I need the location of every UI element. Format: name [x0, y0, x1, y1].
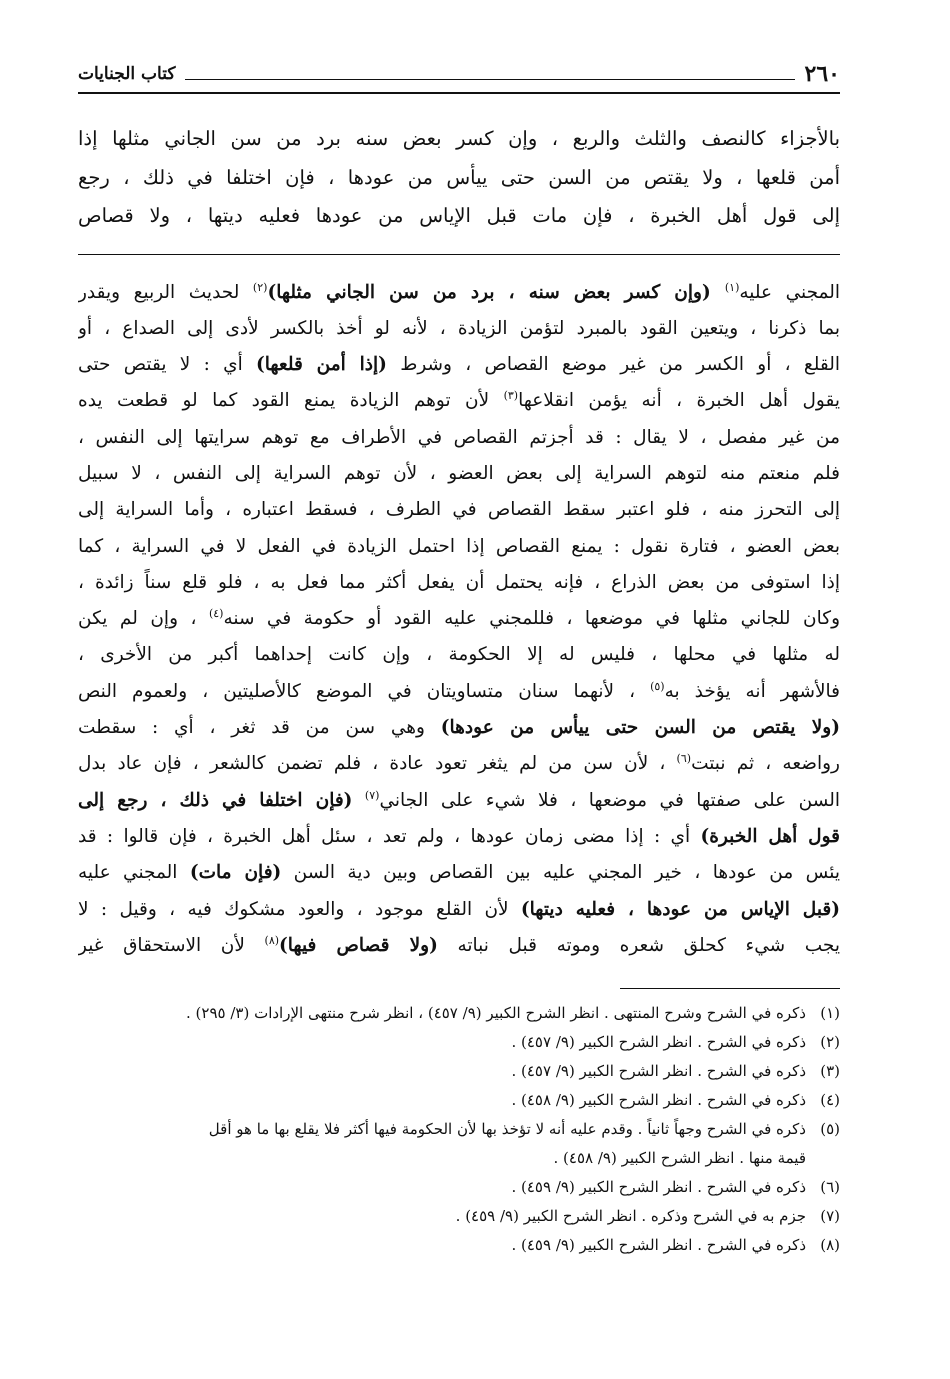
footnote — [78, 1202, 840, 1231]
footnote-line: ذكره في الشرح . انظر الشرح الكبير (٩/ ٤٥٧) . — [511, 1062, 806, 1081]
text-run: لحديث الربيع ويقدر — [78, 281, 253, 303]
text-run: لأن الاستحقاق غير — [78, 934, 265, 956]
text-run: لأن توهم الزيادة يمنع القود كما لو قطعت يده — [78, 390, 504, 412]
text-run: أي : لا يقتص حتى — [78, 354, 257, 376]
text-run: القلع ، أو الكسر من غير موضع القصاص ، وشرط — [386, 354, 840, 376]
footnote-line: ذكره في الشرح وشرح المنتهى . انظر الشرح الكبير (٩/ ٤٥٧) ، انظر شرح منتهى الإرادات (٣/ ٢٩٥) . — [186, 1004, 806, 1023]
commentary-line — [78, 928, 840, 964]
footnote-text — [78, 1231, 806, 1260]
footnote-number: (٥) — [820, 1120, 840, 1139]
footnote-ref[interactable]: (٥) — [650, 679, 665, 693]
footnote-text — [78, 1115, 806, 1173]
commentary-line — [78, 819, 840, 855]
quoted-matn: (قبل الإياس من عودها ، فعليه ديتها) — [520, 898, 840, 920]
commentary-line: له مثلها في محلها ، فليس له إلا الحكومة ، وإن كانت إحداهما أكبر من الأخرى ، — [78, 644, 840, 666]
footnote-line: ذكره في الشرح وجهاً ثانياً . وقدم عليه أنه لا تؤخذ بها لأن الحكومة فيها أكثر فلا يقلع بها ما هو أقل — [208, 1120, 806, 1139]
footnote-line: ذكره في الشرح . انظر الشرح الكبير (٩/ ٤٥٩) . — [511, 1236, 806, 1255]
text-run: المجني عليه — [739, 281, 840, 303]
footnote-ref[interactable]: (٦) — [676, 752, 692, 766]
text-run — [352, 790, 364, 811]
commentary-line: من غير مفصل ، لا يقال : قد أجزتم القصاص في الأطراف مع توهم سرايتها إلى النفس ، — [78, 426, 840, 448]
footnote-ref[interactable]: (٨) — [264, 933, 280, 947]
text-run: يئس من عودها ، خير المجني عليه بين القصاص وبين دية السن — [281, 862, 840, 884]
text-run: وهي سن من قد ثغر ، أي : سقطت — [78, 717, 441, 739]
text-run: ، وإن لم يكن — [78, 608, 209, 630]
footnote-text — [78, 1057, 806, 1086]
quoted-matn: (إذا أمن قلعها) — [256, 354, 387, 376]
quoted-matn: (ولا قصاص فيها) — [279, 934, 438, 956]
text-run: السن على صفتها في موضعها ، فلا شيء على الجاني — [379, 789, 840, 811]
commentary-line: بما ذكرنا ، ويتعين القود بالمبرد لتؤمن الزيادة ، لأنه لو أخذ بالكسر لأدى إلى الصداع ، أو — [78, 317, 840, 339]
commentary-line — [78, 746, 840, 782]
footnote — [78, 1028, 840, 1057]
text-run: أي : إذا مضى زمان عودها ، ولم تعد ، سئل أهل الخبرة ، فإن قالوا : قد — [78, 825, 701, 847]
commentary-line — [78, 710, 840, 746]
footnote-line: ذكره في الشرح . انظر الشرح الكبير (٩/ ٤٥٩) . — [511, 1178, 806, 1197]
text-run: رواضعه ، ثم نبتت — [691, 753, 840, 775]
text-run: لأن القلع موجود ، والعود مشكوك فيه ، وقيل : لا — [78, 898, 521, 920]
text-run: يقول أهل الخبرة ، أنه يؤمن انقلاعها — [518, 390, 840, 412]
footnote-text — [78, 999, 806, 1028]
commentary-line: إذا استوفى من بعض الذراع ، فإنه يحتمل أن يفعل أكثر مما فعل به ، فلو قلع سناً زائدة ، — [78, 571, 840, 593]
footnote-divider — [620, 988, 840, 989]
footnote-ref[interactable]: (٧) — [364, 788, 380, 802]
footnote-line: ذكره في الشرح . انظر الشرح الكبير (٩/ ٤٥٨) . — [511, 1091, 806, 1110]
footnote-text — [78, 1202, 806, 1231]
footnote-number: (٦) — [820, 1178, 840, 1197]
footnote-number: (٢) — [820, 1033, 840, 1052]
footnote-number: (٣) — [820, 1062, 840, 1081]
commentary-line — [78, 347, 840, 383]
commentary-line: فلم منعتم منه لتوهم السراية إلى بعض العضو ، لأن توهم السراية إلى النفس ، لا سبيل — [78, 462, 840, 484]
quoted-matn: (ولا يقتص من السن حتى ييأس من عودها) — [440, 717, 840, 739]
text-run: ، لأنهما سنان متساويتان في الموضع كالأصليتين ، ولعموم النص — [78, 680, 651, 702]
text-run: المجني عليه — [78, 862, 190, 884]
footnote-ref[interactable]: (٣) — [503, 389, 519, 403]
footnote — [78, 1115, 840, 1173]
quoted-matn: (فإن اختلفا في ذلك ، رجع إلى — [78, 789, 353, 811]
footnote-text — [78, 1028, 806, 1057]
section-divider — [78, 254, 840, 255]
footnote-text — [78, 1173, 806, 1202]
footnote-number: (٧) — [820, 1207, 840, 1226]
commentary-line — [78, 674, 840, 710]
footnote — [78, 999, 840, 1028]
commentary-line — [78, 783, 840, 819]
footnote-ref[interactable]: (١) — [724, 280, 740, 294]
chapter-title: كتاب الجنايات — [78, 64, 176, 84]
running-header — [78, 52, 840, 94]
page-number: ٢٦٠ — [804, 61, 840, 87]
text-run: وكان للجاني مثلها في موضعها ، فللمجني عليه القود أو حكومة في سنه — [223, 608, 840, 630]
quoted-matn: (فإن مات) — [189, 862, 282, 884]
footnote — [78, 1057, 840, 1086]
commentary-text — [78, 275, 840, 965]
footnote-number: (٤) — [820, 1091, 840, 1110]
main-text — [78, 120, 840, 236]
quoted-matn: قول أهل الخبرة) — [700, 825, 840, 847]
footnote-line: ذكره في الشرح . انظر الشرح الكبير (٩/ ٤٥٧) . — [511, 1033, 806, 1052]
main-text-line: بالأجزاء كالنصف والثلث والربع ، وإن كسر بعض سنه برد من سن الجاني مثلها إذا — [78, 127, 840, 150]
header-rule — [185, 79, 794, 80]
commentary-line — [78, 855, 840, 891]
footnote — [78, 1231, 840, 1260]
text-run: يجب شيء كحلق شعره وموته قبل نباته — [437, 934, 840, 956]
commentary-line: بعض العضو ، فتارة نقول : يمنع القصاص إذا احتمل الزيادة في الفعل لا في السراية ، كما — [78, 535, 840, 557]
main-text-line: إلى قول أهل الخبرة ، فإن مات قبل الإياس من عودها فعليه ديتها ، ولا قصاص — [78, 204, 840, 227]
footnote-line: جزم به في الشرح وذكره . انظر الشرح الكبير (٩/ ٤٥٩) . — [455, 1207, 806, 1226]
commentary-line — [78, 275, 840, 311]
footnote-number: (٨) — [820, 1236, 840, 1255]
book-page — [78, 52, 840, 1260]
commentary-line — [78, 892, 840, 928]
commentary-line — [78, 383, 840, 419]
main-text-line: أمن قلعها ، ولا يقتص من السن حتى ييأس من عودها ، فإن اختلفا في ذلك ، رجع — [78, 165, 840, 189]
footnote-line: قيمة منها . انظر الشرح الكبير (٩/ ٤٥٨) . — [553, 1149, 806, 1168]
footnote-text — [78, 1086, 806, 1115]
footnote — [78, 1173, 840, 1202]
text-run: فالأشهر أنه يؤخذ به — [664, 680, 840, 702]
footnotes — [78, 999, 840, 1260]
footnote-number: (١) — [820, 1004, 840, 1023]
footnote — [78, 1086, 840, 1115]
text-run: ، لأن سن من لم يثغر تعود عادة ، فلم تضمن كالشعر ، فإن عاد بدل — [78, 753, 677, 775]
commentary-line — [78, 601, 840, 637]
quoted-matn: (وإن كسر بعض سنه ، برد من سن الجاني مثلها) — [267, 281, 725, 303]
footnote-ref[interactable]: (٢) — [252, 280, 268, 294]
commentary-line: إلى التحرز منه ، فلو اعتبر سقط القصاص في الطرف ، فسقط اعتباره ، وأما السراية إلى — [78, 499, 840, 521]
footnote-ref[interactable]: (٤) — [208, 607, 224, 621]
